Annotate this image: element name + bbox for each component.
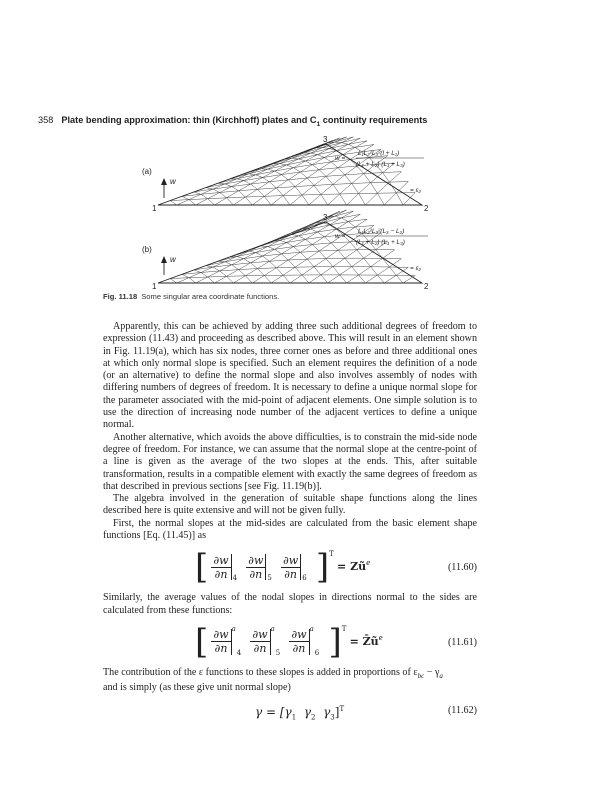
mesh-line	[170, 201, 177, 205]
formula-b-denominator: (L₁ + L₂) (L₁ + L₃)	[356, 239, 405, 246]
mesh-line	[194, 270, 215, 283]
vertex-2-a: 2	[424, 204, 429, 213]
formula-b-lhs: w =	[335, 233, 346, 240]
mesh-line	[170, 275, 415, 279]
mesh-line	[170, 279, 177, 283]
mesh-line	[194, 172, 401, 192]
caption-text: Some singular area coordinate functions.	[141, 292, 280, 301]
mesh-line	[215, 137, 347, 205]
equation-number-11-60: (11.60)	[447, 562, 477, 574]
vertex-3-a: 3	[323, 135, 328, 144]
header-title: Plate bending approximation: thin (Kirchhoff) plates and C	[61, 115, 317, 125]
mesh-line	[182, 267, 408, 275]
header-title-subscript: 1	[316, 120, 321, 128]
body-text	[103, 321, 477, 729]
page-number: 358	[38, 115, 54, 125]
mesh-line	[266, 214, 360, 244]
mesh-line	[233, 211, 353, 283]
mesh-line	[230, 179, 271, 205]
mesh-line	[290, 153, 365, 205]
caption-label: Fig. 11.18	[103, 292, 138, 301]
mesh-line	[254, 169, 309, 205]
panel-a-label: (a)	[142, 167, 152, 176]
paragraph-5: Similarly, the average values of the nodal slopes in directions normal to the sides are calculated from these functions:	[103, 592, 477, 616]
mesh-line	[196, 138, 340, 205]
equation-11-62: $\gamma = [\gamma_1$ $\gamma_2$ $\gamma_3]^T$ (11.62)	[255, 704, 477, 721]
arrow-w-b-icon	[161, 256, 167, 263]
mesh-line	[254, 219, 367, 248]
header-title-tail: continuity requirements	[320, 115, 428, 125]
paragraph-2: Another alternative, which avoids the above difficulties, is to constrain the mid-side node degree of freedom. For instance, we can assume that the normal slope at the centre-point of a line is given as the average of the two slopes at the ends. This, after suitable transformation, results in a compatible element with exactly the same degrees of freedom as that described in previous sections [see Fig. 11.19(b)].	[103, 431, 477, 492]
mesh-line	[271, 219, 367, 283]
paragraph-4: First, the normal slopes at the mid-sides are calculated from the basic element shape functions [Eq. (11.45)] as	[103, 517, 477, 542]
running-header	[38, 115, 578, 128]
equation-11-60: [ $\frac{\partial w}{\partial n}$ $_4$ $\frac{\partial w}{\partial n}$ $_5$ $\frac{\partial w}{\partial n}$ $_6$ ]$^T = Zũ^e$ (11.60)	[195, 547, 477, 588]
vertex-2-b: 2	[424, 282, 429, 291]
surface-b	[170, 210, 415, 283]
paragraph-6: The contribution of the ε functions to these slopes is added in proportions of $\varepsilon_{bc} - \gamma_a$ and is simply (as these give unit normal slope)	[103, 666, 443, 694]
formula-a-numerator: L₁L₂²L₃²(l + L₁)	[358, 150, 400, 157]
formula-b-numerator: L₁L₂²L₃²(L₃ − L₂)	[358, 228, 405, 235]
mesh-line	[365, 259, 401, 283]
vertex-1-a: 1	[152, 204, 157, 213]
figure-caption	[103, 292, 279, 301]
figure-11-18	[140, 132, 470, 300]
panel-b-label: (b)	[142, 245, 152, 254]
vertex-3-b: 3	[323, 213, 328, 222]
equation-number-11-61: (11.61)	[447, 636, 477, 648]
arrow-w-a-icon	[161, 178, 167, 185]
axis-w-label-b: w	[170, 255, 176, 264]
mesh-line	[242, 174, 290, 205]
paragraph-1: Apparently, this can be achieved by adding three such additional degrees of freedom to expression (11.43) and proceeding as described above. This will result in an element shown in Fig. 11.19(a), which has six nodes, three corner ones as before and three additional ones at which only normal slope is specified. Such an element requires the definition of a node (or an alternative) to define the normal slope and also involves assembly of nodes with differing numbers of degrees of freedom. It is necessary to define a unique normal slope for the parameter associated with the mid-point of adjacent elements. One simple solution is to use the direction of increasing node number of the adjacent vertices to define a unique normal.	[103, 321, 477, 431]
surface-a	[170, 137, 415, 205]
mesh-line	[403, 276, 415, 283]
mesh-line	[252, 214, 360, 283]
equation-number-11-62: (11.62)	[447, 704, 477, 716]
mesh-line	[218, 183, 252, 205]
equation-11-61: [ $\frac{\partial w}{\partial n}$ $^a_4$ $\frac{\partial w}{\partial n}$ $^a_5$ $\frac{\partial w}{\partial n}$ $^a_6$ ]$^T = Z̄ũ^e$ (11.61)	[195, 621, 477, 662]
formula-b-note: = ε₂	[410, 265, 421, 272]
formula-a-note: = ε₂	[410, 187, 421, 194]
formula-a-denominator: (L₁ + L₂) (L₁ + L₃)	[356, 161, 405, 168]
vertex-1-b: 1	[152, 282, 157, 291]
formula-a-lhs: w =	[335, 155, 346, 162]
mesh-line	[218, 156, 388, 184]
axis-w-label-a: w	[170, 177, 176, 186]
paragraph-3: The algebra involved in the generation of suitable shape functions along the lines described here is quite extensive and will not be given fully.	[103, 493, 477, 517]
